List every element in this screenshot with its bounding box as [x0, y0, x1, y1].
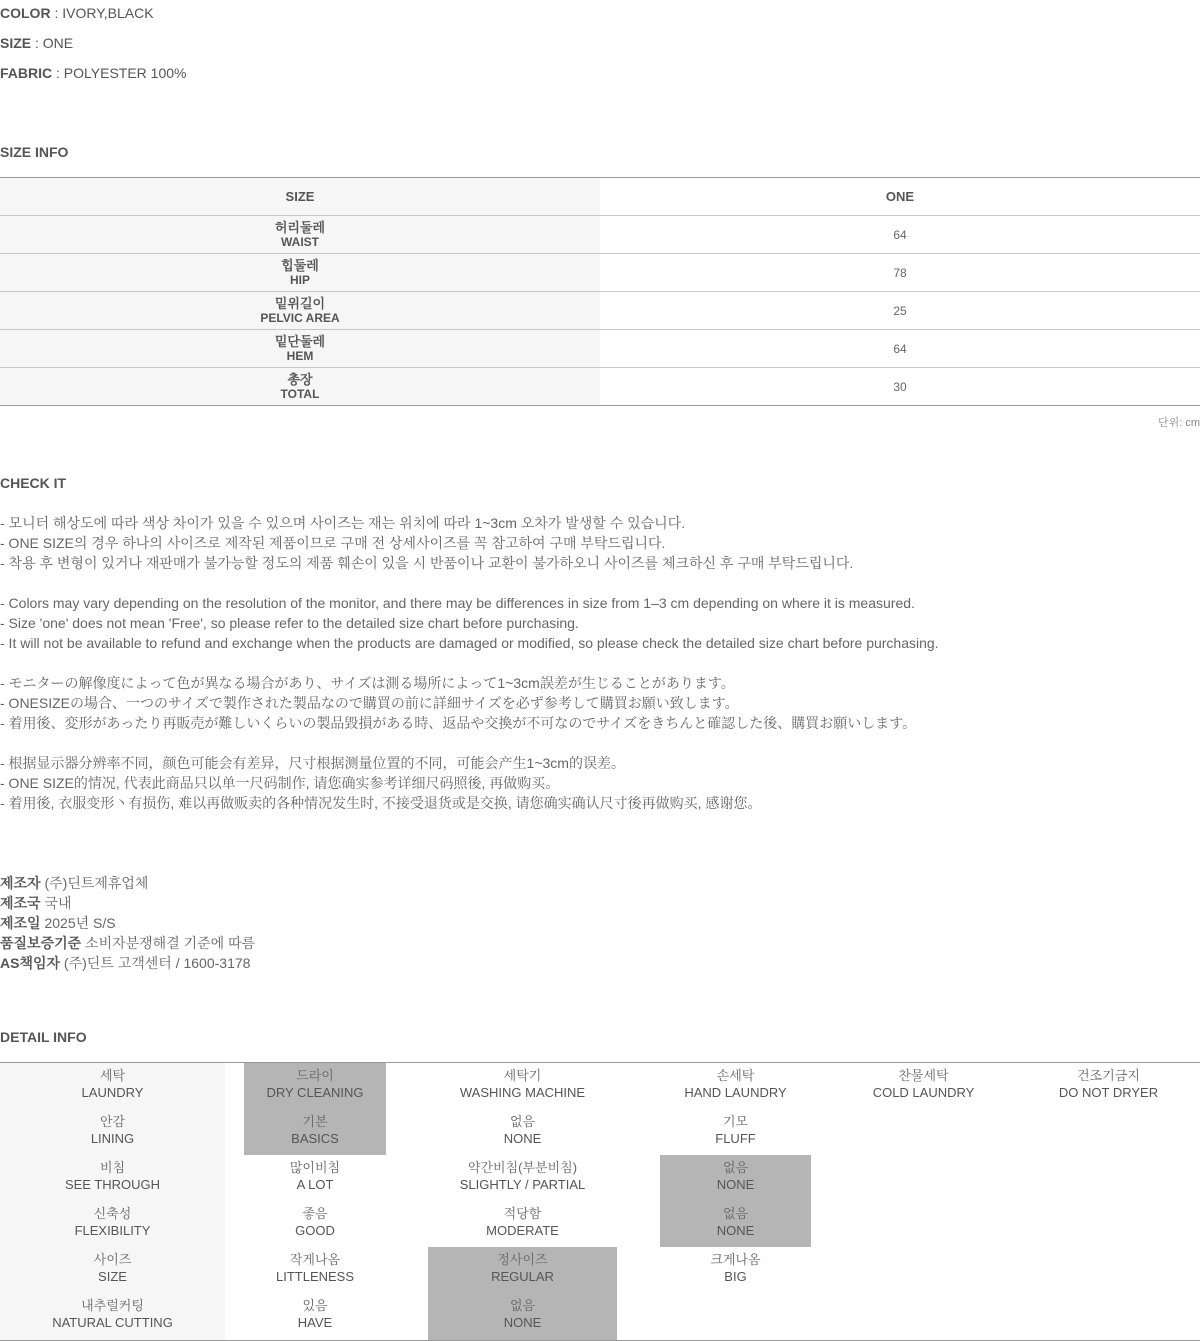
measure-value: 64 — [600, 330, 1200, 368]
spec-key: SIZE — [0, 35, 32, 51]
option-en: HAND LAUNDRY — [684, 1085, 787, 1100]
table-header-row — [0, 178, 1200, 216]
detail-label-en: SEE THROUGH — [64, 1177, 161, 1192]
option-en: WASHING MACHINE — [459, 1085, 586, 1100]
detail-info-title: DETAIL INFO — [0, 1029, 87, 1045]
check-line-zh: - ONE SIZE的情况, 代表此商品只以单一尺码制作, 请您确实参考详细尺码照後, 再做购买。 — [0, 775, 560, 791]
spec-fabric — [0, 65, 186, 81]
measure-value: 78 — [600, 254, 1200, 292]
detail-option — [244, 1205, 386, 1239]
detail-option — [660, 1067, 811, 1101]
detail-option — [428, 1205, 617, 1239]
maker-value: (주)딘트 고객센터 / 1600-3178 — [60, 955, 251, 971]
option-en: BIG — [724, 1269, 747, 1284]
measure-label-en: HIP — [289, 272, 310, 287]
detail-label-flexibility — [0, 1205, 225, 1239]
option-ko: 없음 — [722, 1160, 749, 1175]
detail-label-ko: 신축성 — [93, 1206, 132, 1221]
measure-label-en: PELVIC AREA — [260, 310, 340, 325]
size-table — [0, 177, 1200, 406]
spec-value: : IVORY,BLACK — [50, 5, 154, 21]
detail-option — [660, 1113, 811, 1147]
maker-country — [0, 893, 72, 913]
detail-option — [1033, 1067, 1184, 1101]
maker-key: 품질보증기준 — [0, 935, 82, 951]
measure-label-ko: 허리둘레 — [274, 219, 326, 235]
measure-label-ko: 밑위길이 — [274, 295, 326, 311]
option-en: COLD LAUNDRY — [872, 1085, 975, 1100]
detail-option — [428, 1113, 617, 1147]
option-en: NONE — [503, 1315, 542, 1330]
spec-value: : POLYESTER 100% — [52, 65, 187, 81]
table-row — [0, 292, 1200, 330]
detail-label-en: LAUNDRY — [81, 1085, 144, 1100]
detail-option — [660, 1159, 811, 1193]
option-en: NONE — [716, 1177, 755, 1192]
option-en: DO NOT DRYER — [1058, 1085, 1159, 1100]
measure-label — [0, 216, 600, 254]
detail-option — [660, 1205, 811, 1239]
detail-option — [244, 1159, 386, 1193]
maker-value: 국내 — [40, 895, 72, 911]
option-ko: 기본 — [302, 1114, 328, 1129]
detail-info-grid — [0, 1062, 1200, 1341]
measure-label — [0, 254, 600, 292]
detail-label-ko: 세탁 — [99, 1068, 126, 1083]
measure-value: 64 — [600, 216, 1200, 254]
measure-label-en: TOTAL — [280, 386, 320, 401]
check-line-ko: - 모니터 해상도에 따라 색상 차이가 있을 수 있으며 사이즈는 재는 위치에 따라 1~3cm 오차가 발생할 수 있습니다. — [0, 515, 686, 531]
detail-option — [428, 1251, 617, 1285]
detail-option — [428, 1067, 617, 1101]
check-it-title: CHECK IT — [0, 475, 67, 491]
maker-value: 소비자분쟁해결 기준에 따름 — [81, 935, 256, 951]
maker-date — [0, 913, 116, 933]
spec-color — [0, 5, 154, 21]
measure-label-en: WAIST — [281, 234, 319, 249]
size-header-value: ONE — [600, 178, 1200, 216]
detail-label-ko: 안감 — [99, 1114, 126, 1129]
maker-value: (주)딘트제휴업체 — [40, 875, 149, 891]
check-line-en: - Size 'one' does not mean 'Free', so please refer to the detailed size chart before purchasing. — [0, 615, 579, 631]
table-row — [0, 330, 1200, 368]
option-ko: 작게나옴 — [289, 1252, 341, 1267]
option-ko: 세탁기 — [503, 1068, 542, 1083]
maker-manufacturer — [0, 873, 148, 893]
detail-label-size — [0, 1251, 225, 1285]
table-row — [0, 216, 1200, 254]
check-line-ja: - 着用後、変形があったり再販売が難しいくらいの製品毀損がある時、返品や交換が不可なのでサイズをきちんと確認した後、購買お願いします。 — [0, 715, 917, 731]
spec-key: FABRIC — [0, 65, 53, 81]
measure-value: 25 — [600, 292, 1200, 330]
detail-label-ko: 비침 — [99, 1160, 126, 1175]
option-ko: 없음 — [509, 1298, 536, 1313]
option-en: BASICS — [291, 1131, 339, 1146]
maker-quality — [0, 933, 255, 953]
size-info-title: SIZE INFO — [0, 144, 69, 160]
option-en: REGULAR — [491, 1269, 554, 1284]
detail-option — [848, 1067, 999, 1101]
detail-label-ko: 사이즈 — [93, 1252, 132, 1267]
detail-option — [244, 1251, 386, 1285]
detail-option — [244, 1067, 386, 1101]
check-line-ko: - 착용 후 변형이 있거나 재판매가 불가능할 정도의 제품 훼손이 있을 시 반품이나 교환이 불가하오니 사이즈를 체크하신 후 구매 부탁드립니다. — [0, 555, 854, 571]
check-line-en: - It will not be available to refund and exchange when the products are damaged or modified, so please check the detailed size chart before purchasing. — [0, 635, 939, 651]
option-ko: 크게나옴 — [710, 1252, 761, 1267]
option-ko: 건조기금지 — [1077, 1068, 1140, 1083]
unit-note: 단위: cm — [1157, 417, 1200, 429]
option-en: GOOD — [295, 1223, 335, 1238]
detail-label-lining — [0, 1113, 225, 1147]
detail-option — [428, 1159, 617, 1193]
maker-as — [0, 953, 250, 973]
option-en: DRY CLEANING — [266, 1085, 364, 1100]
table-row — [0, 368, 1200, 406]
option-en: FLUFF — [715, 1131, 756, 1146]
spec-value: : ONE — [31, 35, 74, 51]
maker-key: 제조자 — [0, 875, 41, 891]
option-ko: 좋음 — [302, 1206, 328, 1221]
size-header-label: SIZE — [0, 178, 600, 216]
option-en: NONE — [716, 1223, 755, 1238]
measure-label — [0, 330, 600, 368]
maker-key: 제조국 — [0, 895, 41, 911]
detail-label-laundry — [0, 1067, 225, 1101]
detail-label-en: LINING — [90, 1131, 135, 1146]
detail-label-en: FLEXIBILITY — [74, 1223, 151, 1238]
option-en: LITTLENESS — [275, 1269, 355, 1284]
check-line-ja: - ONESIZEの場合、一つのサイズで製作された製品なので購買の前に詳細サイズを必ず参考して購買お願い致します。 — [0, 695, 739, 711]
option-ko: 손세탁 — [716, 1068, 755, 1083]
detail-label-ko: 내추럴커팅 — [81, 1298, 144, 1313]
detail-option — [660, 1251, 811, 1285]
maker-key: 제조일 — [0, 915, 41, 931]
option-en: SLIGHTLY / PARTIAL — [459, 1177, 586, 1192]
option-ko: 약간비침(부분비침) — [467, 1160, 578, 1175]
option-ko: 많이비침 — [289, 1160, 341, 1175]
check-line-zh: - 根据显示器分辨率不同，颜色可能会有差异，尺寸根据测量位置的不同，可能会产生1~3cm的误差。 — [0, 755, 625, 771]
table-row — [0, 254, 1200, 292]
detail-label-en: SIZE — [98, 1269, 127, 1284]
option-ko: 정사이즈 — [497, 1252, 548, 1267]
measure-label-ko: 힙둘레 — [281, 257, 319, 273]
detail-label-natural-cutting — [0, 1297, 225, 1331]
measure-label-en: HEM — [286, 348, 314, 363]
detail-option — [244, 1297, 386, 1331]
check-line-en: - Colors may vary depending on the resolution of the monitor, and there may be differences in size from 1–3 cm depending on where it is measured. — [0, 595, 915, 611]
measure-value: 30 — [600, 368, 1200, 406]
option-ko: 찬물세탁 — [898, 1068, 949, 1083]
detail-option — [244, 1113, 386, 1147]
maker-value: 2025년 S/S — [40, 915, 116, 931]
option-ko: 적당함 — [503, 1206, 542, 1221]
option-ko: 없음 — [509, 1114, 536, 1129]
check-line-zh: - 着用後, 衣服变形丶有损伤, 难以再做贩卖的各种情况发生时, 不接受退货或是交换, 请您确实确认尺寸後再做购买, 感谢您。 — [0, 795, 762, 811]
detail-label-en: NATURAL CUTTING — [52, 1315, 173, 1330]
measure-label — [0, 368, 600, 406]
option-ko: 드라이 — [296, 1068, 334, 1083]
option-en: A LOT — [296, 1177, 334, 1192]
spec-size — [0, 35, 73, 51]
measure-label-ko: 밑단둘레 — [274, 333, 326, 349]
detail-option — [428, 1297, 617, 1331]
option-en: NONE — [503, 1131, 542, 1146]
option-ko: 기모 — [722, 1114, 749, 1129]
maker-key: AS책임자 — [0, 955, 61, 971]
spec-key: COLOR — [0, 5, 51, 21]
option-en: MODERATE — [486, 1223, 559, 1238]
check-line-ja: - モニターの解像度によって色が異なる場合があり、サイズは測る場所によって1~3cm誤差が生じることがあります。 — [0, 675, 735, 691]
measure-label-ko: 총장 — [287, 371, 313, 387]
option-en: HAVE — [297, 1315, 333, 1330]
option-ko: 있음 — [302, 1298, 328, 1313]
option-ko: 없음 — [722, 1206, 749, 1221]
check-line-ko: - ONE SIZE의 경우 하나의 사이즈로 제작된 제품이므로 구매 전 상세사이즈를 꼭 참고하여 구매 부탁드립니다. — [0, 535, 666, 551]
detail-label-see-through — [0, 1159, 225, 1193]
measure-label — [0, 292, 600, 330]
